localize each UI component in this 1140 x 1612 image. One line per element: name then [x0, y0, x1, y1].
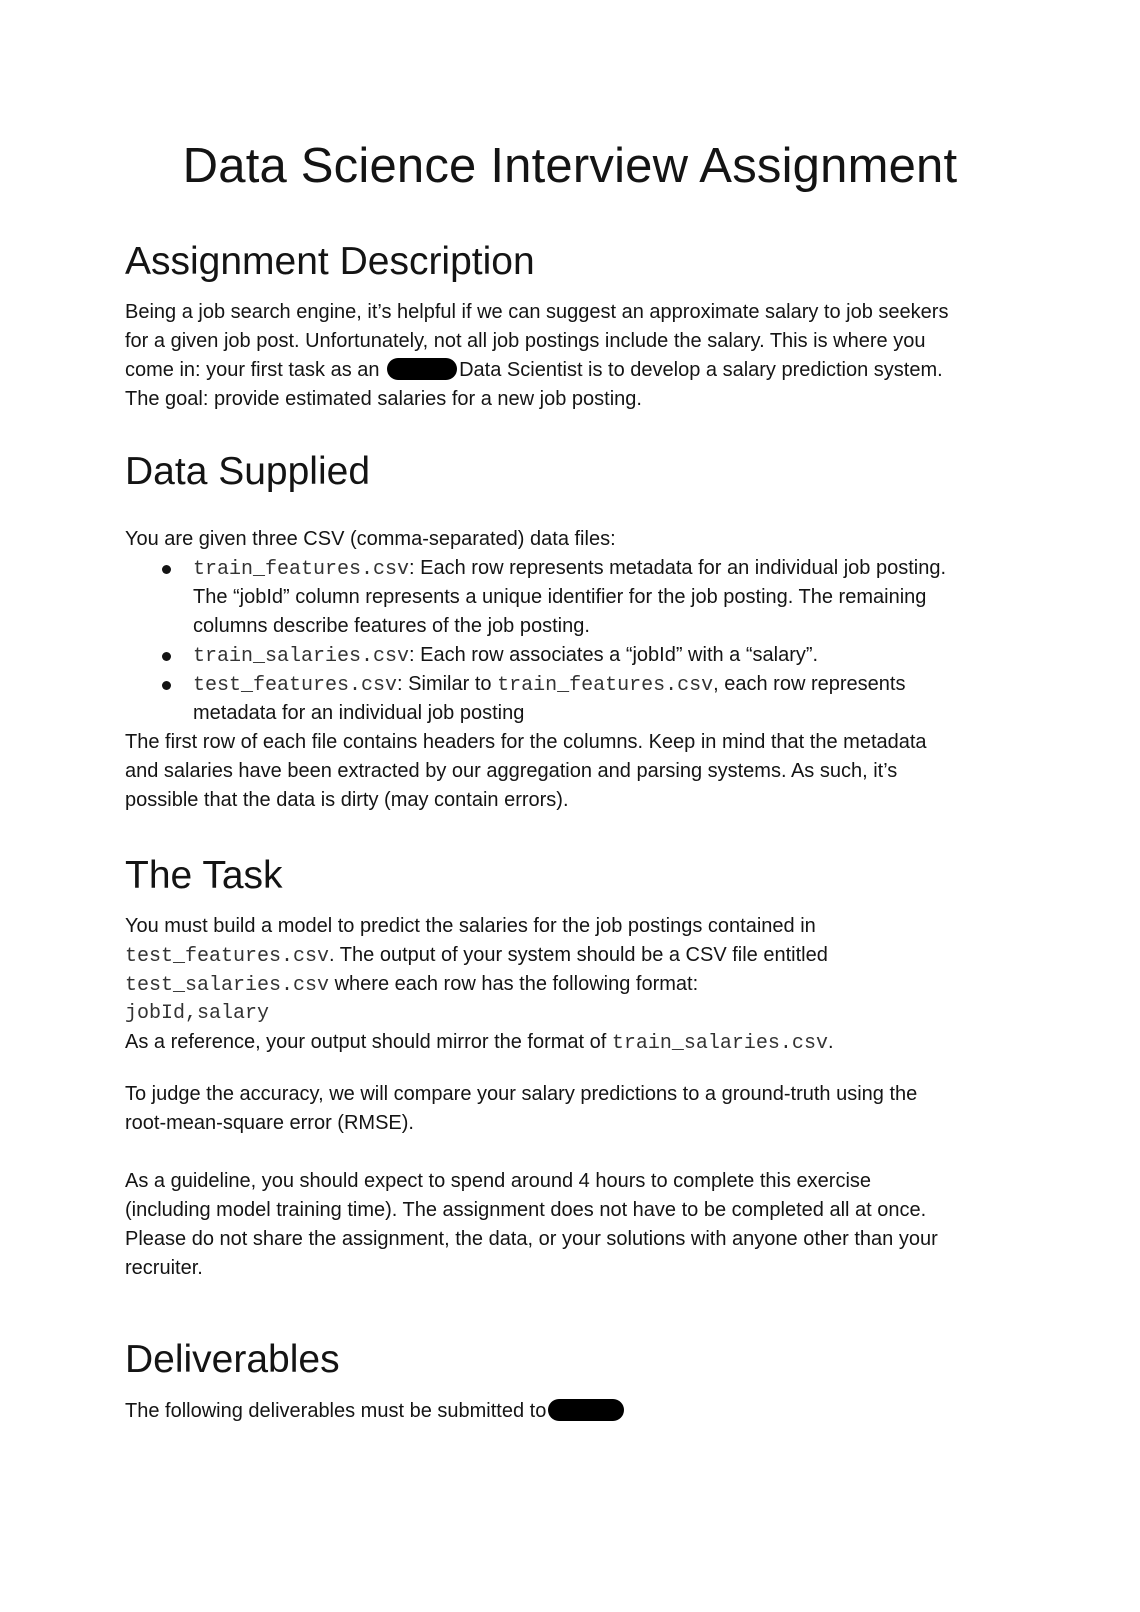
data-intro	[125, 525, 1025, 554]
file-name: test_features.csv	[125, 945, 330, 968]
data-notes-line: The first row of each file contains headers for the columns. Keep in mind that the metadata	[125, 731, 927, 753]
data-intro-line: You are given three CSV (comma-separated) data files:	[125, 528, 616, 550]
task-line-5: As a reference, your output should mirror the format of train_salaries.csv.	[125, 1031, 834, 1055]
data-file-list	[125, 554, 1025, 728]
accuracy-line: To judge the accuracy, we will compare your salary predictions to a ground-truth using the	[125, 1083, 918, 1105]
bullet-dot	[162, 565, 171, 574]
section-heading-task: The Task	[125, 854, 283, 897]
description-line-1: Being a job search engine, it’s helpful if we can suggest an approximate salary to job seekers	[125, 301, 949, 323]
file-name: train_features.csv	[193, 558, 410, 581]
section-heading-deliverables: Deliverables	[125, 1338, 340, 1381]
list-item	[125, 641, 1025, 670]
file-name: train_salaries.csv	[193, 645, 410, 668]
bullet-text: : Each row associates a “jobId” with a “salary”.	[409, 644, 819, 666]
guideline-line: recruiter.	[125, 1257, 203, 1279]
data-notes-line: possible that the data is dirty (may contain errors).	[125, 789, 569, 811]
page-title: Data Science Interview Assignment	[182, 139, 958, 193]
bullet-text: columns describe features of the job posting.	[193, 615, 590, 637]
task-line-1: You must build a model to predict the salaries for the job postings contained in	[125, 915, 816, 937]
list-item	[125, 670, 1025, 728]
description-line-4: The goal: provide estimated salaries for a new job posting.	[125, 388, 642, 410]
description-line-3-end: Data Scientist is to develop a salary prediction system.	[459, 359, 943, 381]
bullet-text: : Similar to	[397, 673, 498, 695]
description-line-2: for a given job post. Unfortunately, not all job postings include the salary. This is where you	[125, 330, 926, 352]
file-name: test_salaries.csv	[125, 974, 330, 997]
file-name: test_features.csv	[193, 674, 398, 697]
section-heading-data: Data Supplied	[125, 450, 371, 493]
description-line-3-start: come in: your first task as an	[125, 359, 386, 381]
redaction-mark	[548, 1399, 624, 1421]
redaction-mark	[387, 358, 457, 380]
task-line-3: test_salaries.csv where each row has the following format:	[125, 973, 699, 997]
bullet-text: , each row represents	[713, 673, 906, 695]
data-notes-line: and salaries have been extracted by our aggregation and parsing systems. As such, it’s	[125, 760, 898, 782]
task-paragraph	[125, 912, 1025, 1057]
section-heading-description: Assignment Description	[125, 240, 535, 283]
file-name: train_features.csv	[497, 674, 714, 697]
bullet-text: The “jobId” column represents a unique identifier for the job posting. The remaining	[193, 586, 927, 608]
bullet-dot	[162, 681, 171, 690]
bullet-text: metadata for an individual job posting	[193, 702, 525, 724]
data-notes-paragraph	[125, 728, 1025, 815]
deliverables-line: The following deliverables must be submitted to	[125, 1400, 547, 1422]
task-line-2: test_features.csv. The output of your system should be a CSV file entitled	[125, 944, 828, 968]
guideline-line: (including model training time). The assignment does not have to be completed all at once.	[125, 1199, 927, 1221]
description-line-3	[125, 356, 1025, 385]
file-name: train_salaries.csv	[611, 1032, 828, 1055]
guideline-line: Please do not share the assignment, the data, or your solutions with anyone other than your	[125, 1228, 938, 1250]
accuracy-paragraph	[125, 1080, 1025, 1138]
guideline-paragraph	[125, 1167, 1025, 1283]
description-paragraph	[125, 298, 1025, 414]
deliverables-paragraph	[125, 1397, 1025, 1426]
guideline-line: As a guideline, you should expect to spend around 4 hours to complete this exercise	[125, 1170, 872, 1192]
accuracy-line: root-mean-square error (RMSE).	[125, 1112, 414, 1134]
output-format: jobId,salary	[125, 1002, 270, 1025]
bullet-text: : Each row represents metadata for an individual job posting.	[409, 557, 947, 579]
bullet-dot	[162, 652, 171, 661]
list-item	[125, 554, 1025, 641]
